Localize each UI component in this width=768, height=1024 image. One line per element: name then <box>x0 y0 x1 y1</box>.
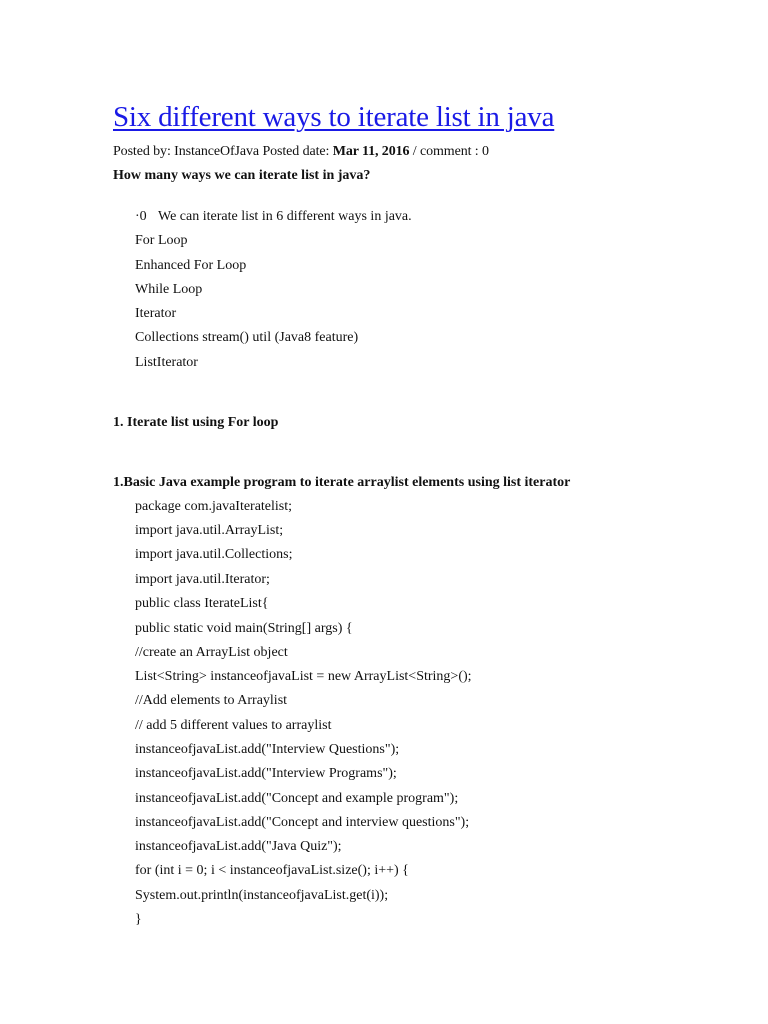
intro-marker: ·0 <box>135 209 147 224</box>
code-line: instanceofjavaList.add("Concept and example program"); <box>135 791 459 806</box>
code-line: import java.util.Collections; <box>135 547 293 562</box>
code-line: instanceofjavaList.add("Interview Programs"); <box>135 766 397 781</box>
code-line: public static void main(String[] args) { <box>135 621 353 636</box>
code-line: public class IterateList{ <box>135 596 269 611</box>
way-item: While Loop <box>135 282 203 297</box>
posted-date-label: Posted date: <box>262 144 330 159</box>
code-line: //Add elements to Arraylist <box>135 693 288 708</box>
posted-by-label: Posted by: <box>113 144 171 159</box>
code-line: } <box>135 912 142 927</box>
code-line: instanceofjavaList.add("Concept and interview questions"); <box>135 815 470 830</box>
example-heading: 1.Basic Java example program to iterate arraylist elements using list iterator <box>113 475 571 490</box>
post-meta <box>113 143 489 161</box>
way-item: Collections stream() util (Java8 feature) <box>135 330 359 345</box>
author-name: InstanceOfJava <box>174 144 260 159</box>
code-line: instanceofjavaList.add("Java Quiz"); <box>135 839 342 854</box>
code-line: // add 5 different values to arraylist <box>135 718 332 733</box>
code-line: List<String> instanceofjavaList = new ArrayList<String>(); <box>135 669 472 684</box>
code-line: import java.util.Iterator; <box>135 572 270 587</box>
code-line: //create an ArrayList object <box>135 645 288 660</box>
code-line: import java.util.ArrayList; <box>135 523 284 538</box>
article-title-link[interactable]: Six different ways to iterate list in java <box>113 101 555 133</box>
way-item: For Loop <box>135 233 188 248</box>
code-line: for (int i = 0; i < instanceofjavaList.size(); i++) { <box>135 863 409 878</box>
intro-text: We can iterate list in 6 different ways in java. <box>158 209 412 224</box>
way-item: ListIterator <box>135 355 198 370</box>
intro-line <box>135 208 412 226</box>
code-line: instanceofjavaList.add("Interview Questions"); <box>135 742 400 757</box>
section-heading: 1. Iterate list using For loop <box>113 415 279 430</box>
way-item: Enhanced For Loop <box>135 258 247 273</box>
post-date: Mar 11, 2016 <box>332 144 410 159</box>
way-item: Iterator <box>135 306 177 321</box>
question-heading: How many ways we can iterate list in java? <box>113 168 371 183</box>
article-title <box>113 99 554 135</box>
code-line: package com.javaIteratelist; <box>135 499 293 514</box>
comment-count: / comment : 0 <box>409 144 489 159</box>
code-line: System.out.println(instanceofjavaList.get(i)); <box>135 888 389 903</box>
